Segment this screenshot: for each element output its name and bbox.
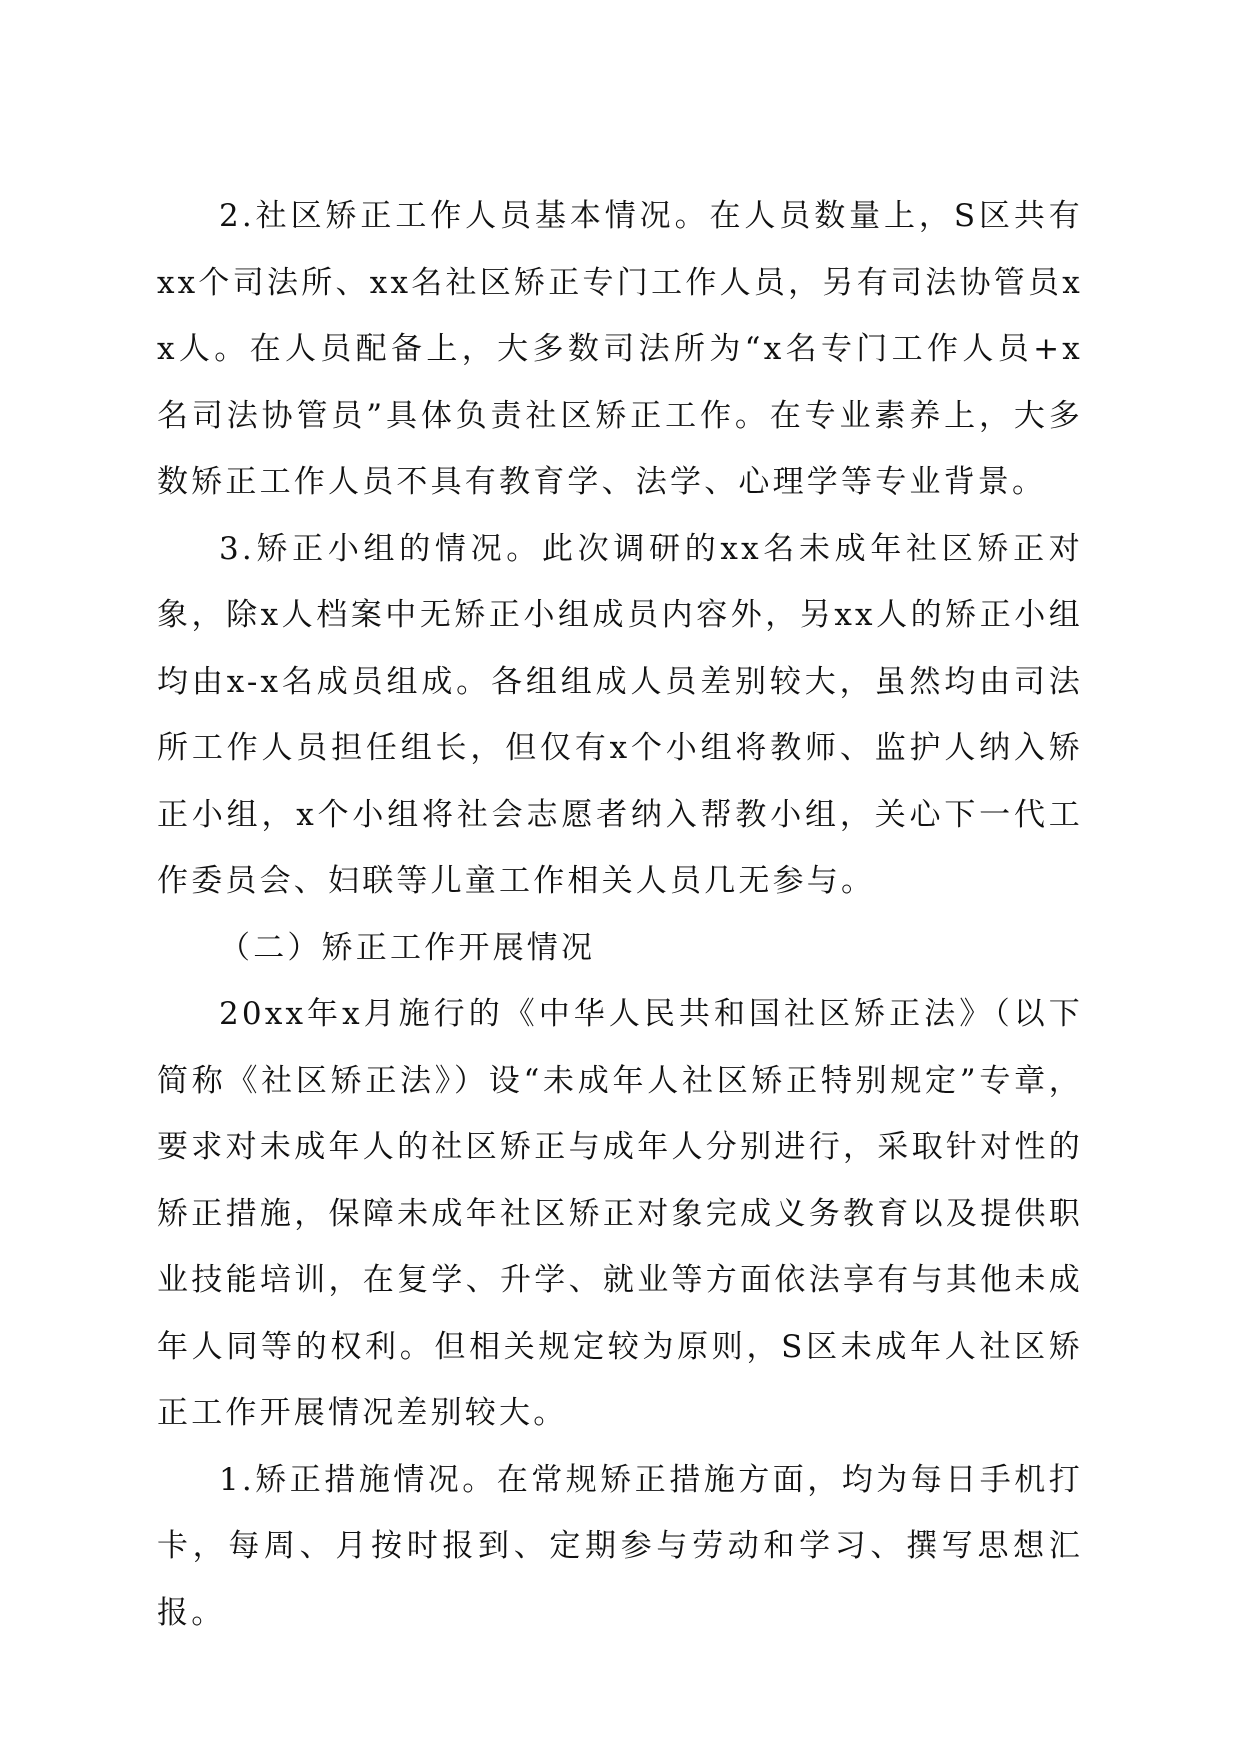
- paragraph-community-correction-law: 20xx年x月施行的《中华人民共和国社区矫正法》（以下简称《社区矫正法》）设“未成年人社区矫正特别规定”专章，要求对未成年人的社区矫正与成年人分别进行，采取针对性的矫正措施，保障未成年社区矫正对象完成义务教育以及提供职业技能培训，在复学、升学、就业等方面依法享有与其他未成年人同等的权利。但相关规定较为原则，S区未成年人社区矫正工作开展情况差别较大。: [157, 996, 1083, 1431]
- paragraph-correction-group: 3.矫正小组的情况。此次调研的xx名未成年社区矫正对象，除x人档案中无矫正小组成员内容外，另xx人的矫正小组均由x-x名成员组成。各组组成人员差别较大，虽然均由司法所工作人员担任组长，但仅有x个小组将教师、监护人纳入矫正小组，x个小组将社会志愿者纳入帮教小组，关心下一代工作委员会、妇联等儿童工作相关人员几无参与。: [157, 530, 1083, 899]
- paragraph-staff-situation: 2.社区矫正工作人员基本情况。在人员数量上，S区共有xx个司法所、xx名社区矫正专门工作人员，另有司法协管员xx人。在人员配备上，大多数司法所为“x名专门工作人员+x名司法协管员”具体负责社区矫正工作。在专业素养上，大多数矫正工作人员不具有教育学、法学、心理学等专业背景。: [157, 198, 1083, 500]
- section-heading: （二）矫正工作开展情况: [219, 929, 596, 966]
- document-body: [157, 183, 1083, 1646]
- paragraph-correction-measures: 1.矫正措施情况。在常规矫正措施方面，均为每日手机打卡，每周、月按时报到、定期参与劳动和学习、撰写思想汇报。: [157, 1461, 1083, 1631]
